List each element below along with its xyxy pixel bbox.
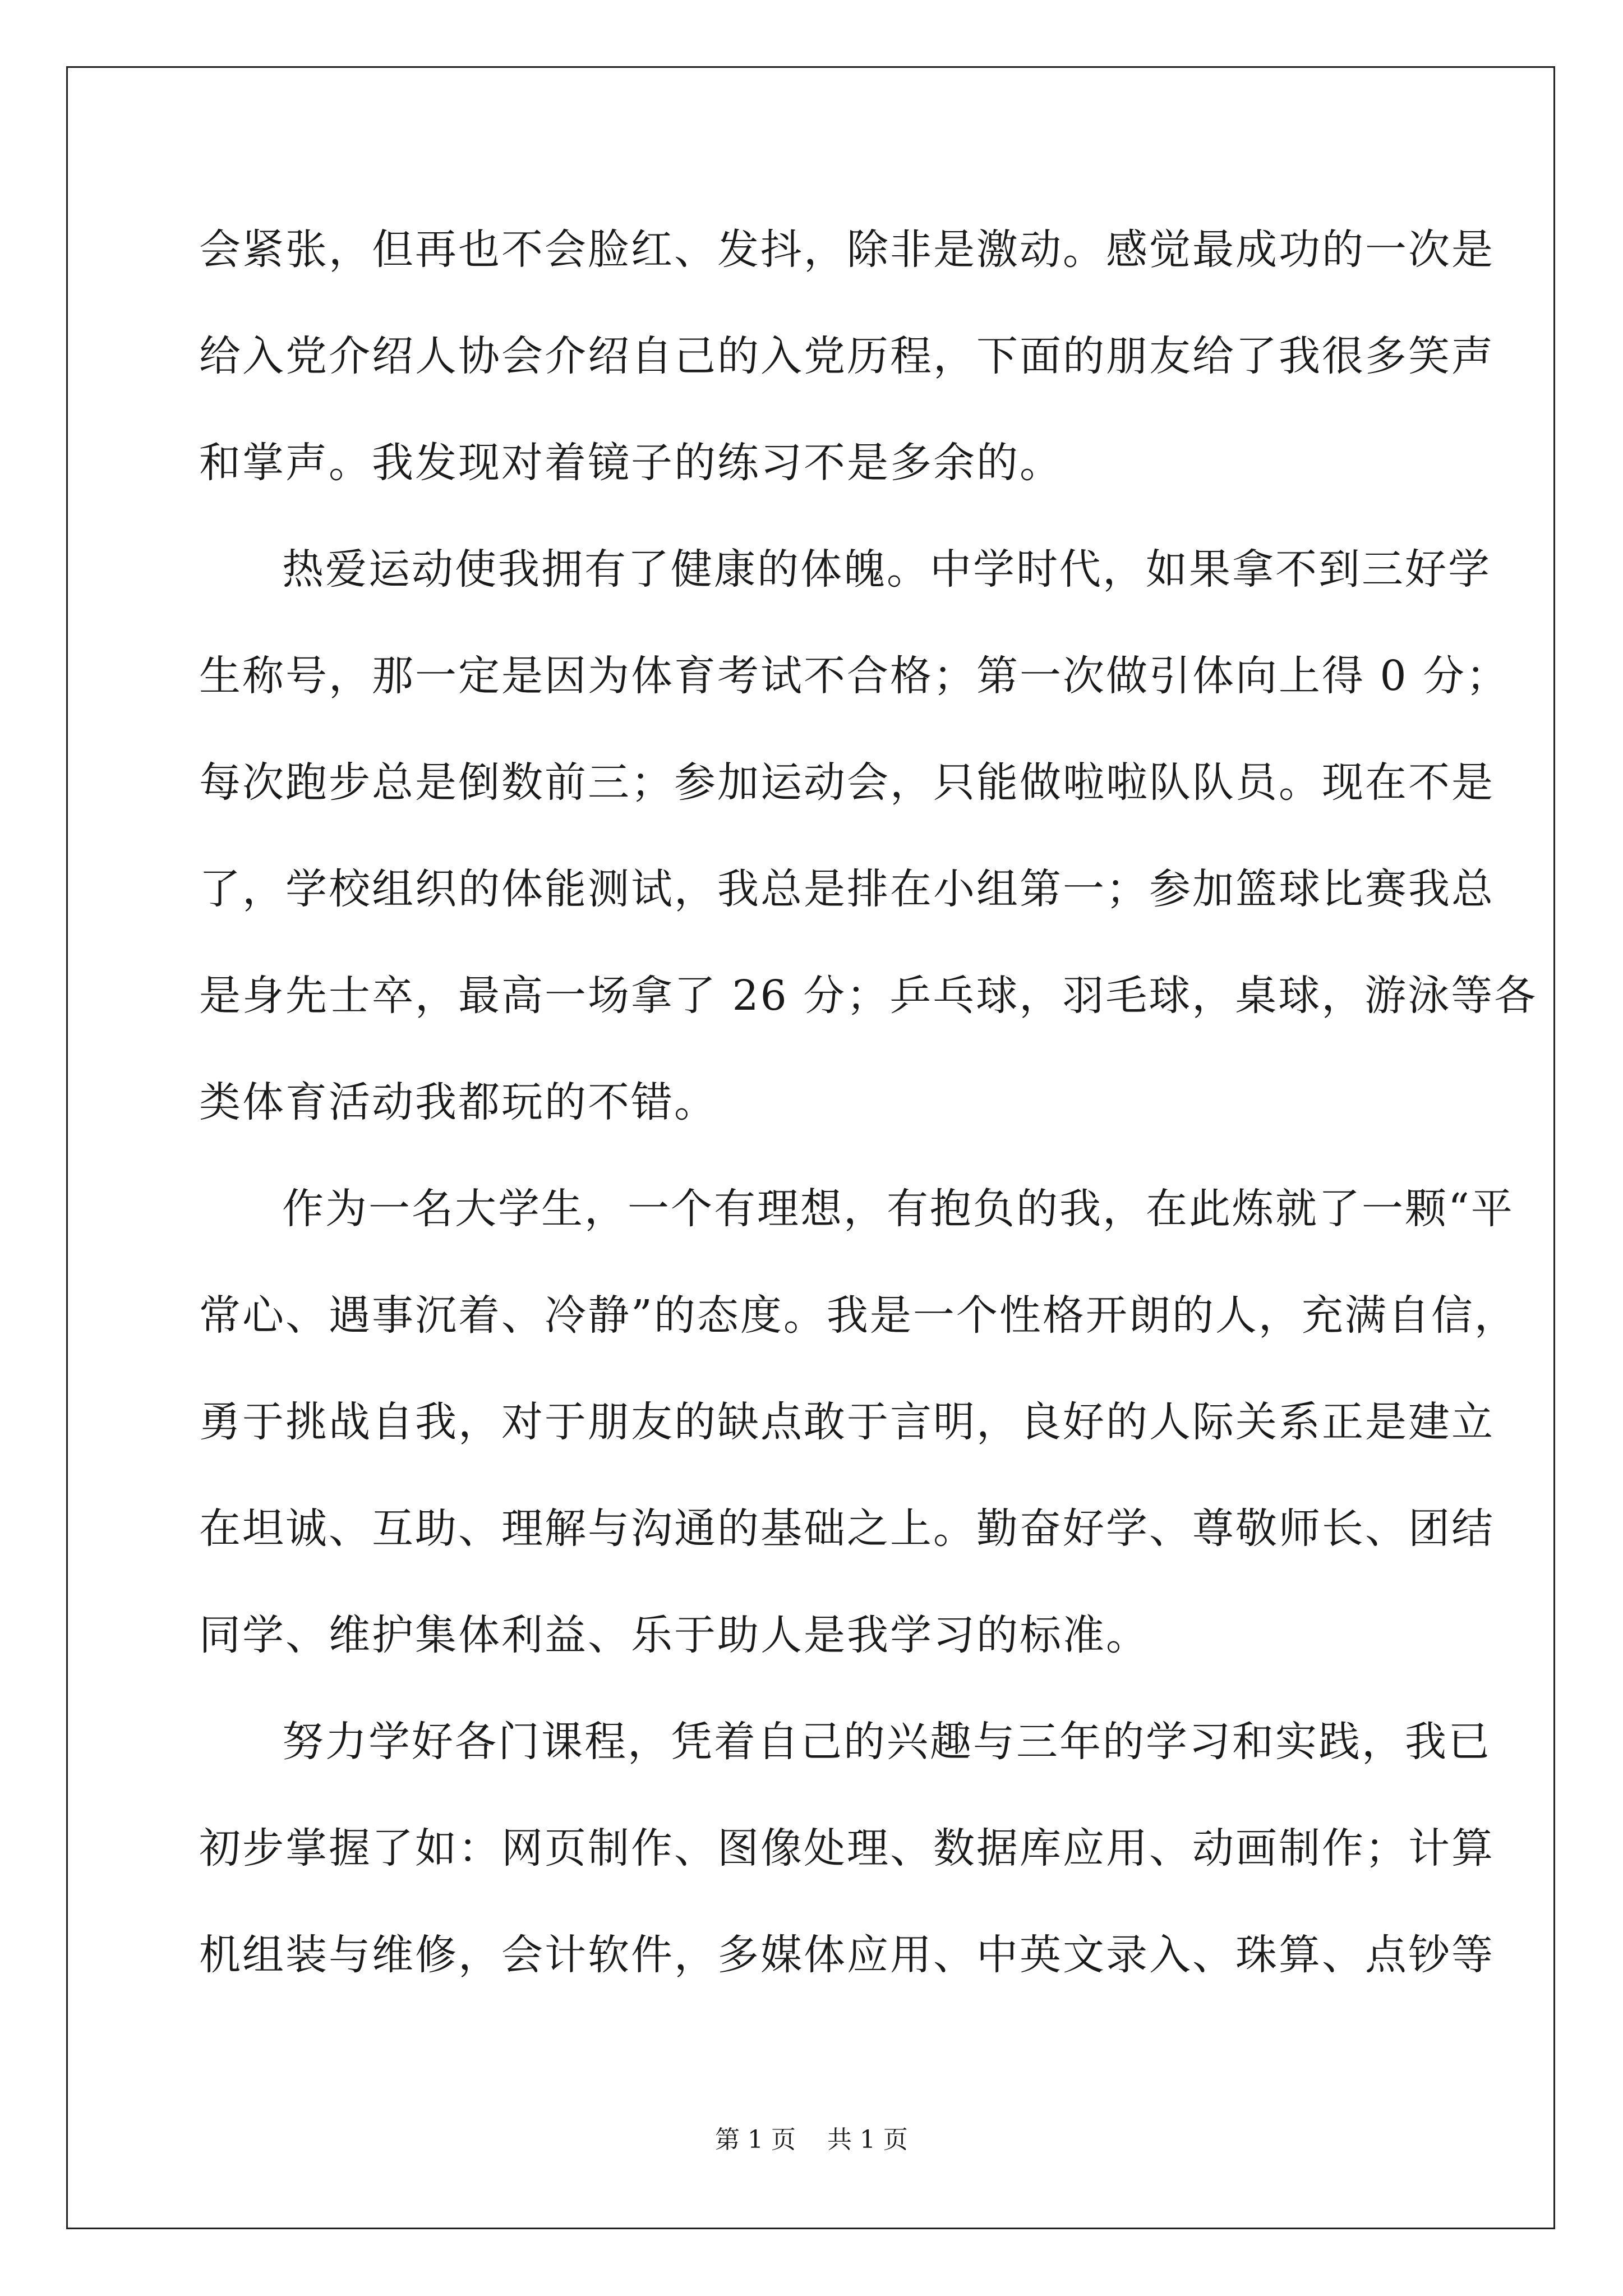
text-line: 给入党介绍人协会介绍自己的入党历程，下面的朋友给了我很多笑声 [199,332,1495,380]
text-line: 会紧张，但再也不会脸红、发抖，除非是激动。感觉最成功的一次是 [199,226,1495,274]
text-line: 是身先士卒，最高一场拿了 26 分；乒乓球，羽毛球，桌球，游泳等各 [199,972,1538,1020]
text-line: 在坦诚、互助、理解与沟通的基础之上。勤奋好学、尊敬师长、团结 [199,1504,1495,1553]
text-line: 机组装与维修，会计软件，多媒体应用、中英文录入、珠算、点钞等 [199,1931,1495,1979]
page-number-footer: 第 1 页 共 1 页 [715,2125,908,2154]
text-line: 每次跑步总是倒数前三；参加运动会，只能做啦啦队队员。现在不是 [199,758,1495,807]
text-line: 常心、遇事沉着、冷静”的态度。我是一个性格开朗的人，充满自信， [199,1291,1518,1340]
text-line: 了，学校组织的体能测试，我总是排在小组第一；参加篮球比赛我总 [199,865,1495,913]
text-line: 同学、维护集体利益、乐于助人是我学习的标准。 [199,1611,1149,1659]
paragraph-start-line: 热爱运动使我拥有了健康的体魄。中学时代，如果拿不到三好学 [282,545,1491,593]
text-line: 勇于挑战自我，对于朋友的缺点敢于言明，良好的人际关系正是建立 [199,1398,1495,1446]
text-line: 初步掌握了如：网页制作、图像处理、数据库应用、动画制作；计算 [199,1824,1495,1872]
paragraph-start-line: 努力学好各门课程，凭着自己的兴趣与三年的学习和实践，我已 [282,1718,1491,1766]
text-line: 类体育活动我都玩的不错。 [199,1078,717,1126]
text-line: 生称号，那一定是因为体育考试不合格；第一次做引体向上得 0 分； [199,652,1510,700]
text-line: 和掌声。我发现对着镜子的练习不是多余的。 [199,439,1063,487]
paragraph-start-line: 作为一名大学生，一个有理想，有抱负的我，在此炼就了一颗“平 [282,1185,1514,1233]
page-border [66,66,1555,2229]
